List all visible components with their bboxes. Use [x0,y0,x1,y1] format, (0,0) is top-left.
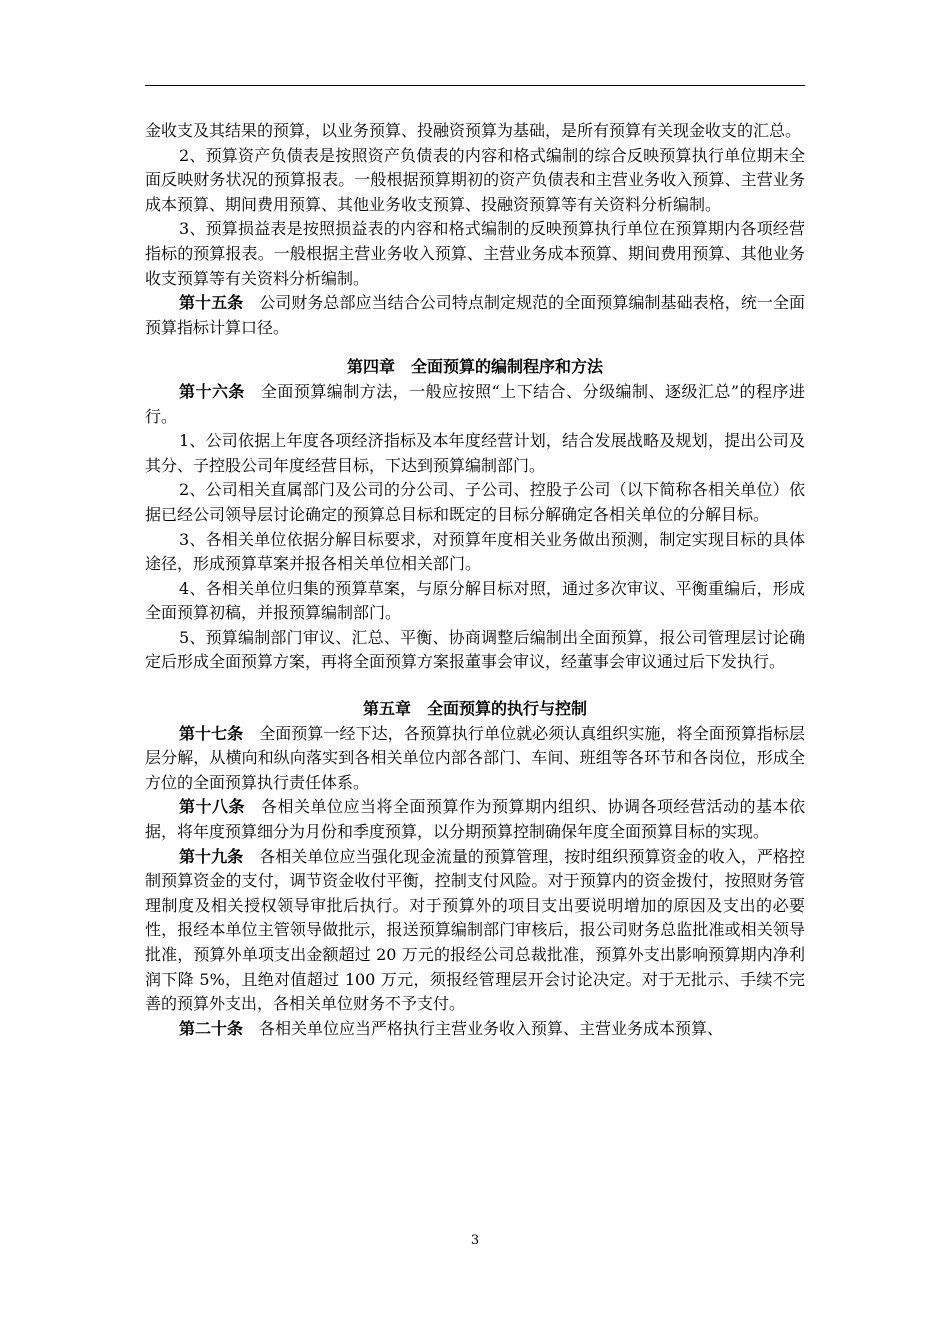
article-18-label: 第十八条 [179,797,245,817]
article-16-label: 第十六条 [179,381,245,401]
chapter-4-title: 全面预算的编制程序和方法 [411,357,604,377]
article-16-item-5: 5、预算编制部门审议、汇总、平衡、协商调整后编制出全面预算，报公司管理层讨论确定后形成全面预算方案，再将全面预算方案报董事会审议，经董事会审议通过后下发执行。 [145,627,805,672]
article-19-label: 第十九条 [179,846,244,866]
article-18 [145,795,805,844]
article-16-item-3: 3、各相关单位依据分解目标要求，对预算年度相关业务做出预测，制定实现目标的具体途径，形成预算草案并报各相关单位相关部门。 [145,529,805,574]
article-17-text: 全面预算一经下达，各预算执行单位就必须认真组织实施，将全面预算指标层层分解，从横向和纵向落实到各相关单位内部各部门、车间、班组等各环节和各岗位，形成全方位的全面预算执行责任体系。 [145,723,805,792]
article-15-text: 公司财务总部应当结合公司特点制定规范的全面预算编制基础表格，统一全面预算指标计算口径。 [145,293,805,337]
chapter-5-heading [145,697,805,722]
header-rule [145,85,805,86]
article-16-item-4: 4、各相关单位归集的预算草案，与原分解目标对照，通过多次审议、平衡重编后，形成全面预算初稿，并报预算编制部门。 [145,578,805,623]
article-19-text: 各相关单位应当强化现金流量的预算管理，按时组织预算资金的收入，严格控制预算资金的支付，调节资金收付平衡，控制支付风险。对于预算内的资金拨付，按照财务管理制度及相关授权领导审批后执行。对于预算外的项目支出要说明增加的原因及支出的必要性，报经本单位主管领导做批示，报送预算编制部门审核后，报公司财务总监批准或相关领导批准，预算外单项支出金额超过 20 万元的报经公司总裁批准，预算外支出影响预算期内净利润下降 5%，且绝对值超过 100 万元，须报经管理层开会讨论决定。对于无批示、手续不完善的预算外支出，各相关单位财务不予支付。 [145,846,805,1014]
article-20 [145,1017,805,1042]
paragraph-balance-sheet: 2、预算资产负债表是按照资产负债表的内容和格式编制的综合反映预算执行单位期末全面反映财务状况的预算报表。一般根据预算期初的资产负债表和主营业务收入预算、主营业务成本预算、期间费用预算、其他业务收支预算、投融资预算等有关资料分析编制。 [145,145,805,214]
chapter-4-heading [145,355,805,380]
article-15-label: 第十五条 [179,293,244,313]
article-19 [145,845,805,1017]
page-number: 3 [470,1233,480,1248]
document-body [145,119,805,1041]
chapter-5-title: 全面预算的执行与控制 [427,699,588,719]
article-16-item-2: 2、公司相关直属部门及公司的分公司、子公司、控股子公司（以下简称各相关单位）依据已经公司领导层讨论确定的预算总目标和既定的目标分解确定各相关单位的分解目标。 [145,480,805,524]
paragraph-income-statement: 3、预算损益表是按照损益表的内容和格式编制的反映预算执行单位在预算期内各项经营指标的预算报表。一般根据主营业务收入预算、主营业务成本预算、期间费用预算、其他业务收支预算等有关资料分析编制。 [145,219,805,288]
article-18-text: 各相关单位应当将全面预算作为预算期内组织、协调各项经营活动的基本依据，将年度预算细分为月份和季度预算，以分期预算控制确保年度全面预算目标的实现。 [145,797,805,842]
article-16-item-1: 1、公司依据上年度各项经济指标及本年度经营计划，结合发展战略及规划，提出公司及其分、子控股公司年度经营目标，下达到预算编制部门。 [145,431,805,475]
chapter-4-number: 第四章 [346,357,395,377]
article-16-text: 全面预算编制方法，一般应按照“上下结合、分级编制、逐级汇总”的程序进行。 [145,381,805,426]
article-17 [145,722,805,796]
paragraph-cash-budget-cont: 金收支及其结果的预算，以业务预算、投融资预算为基础，是所有预算有关现金收支的汇总。 [145,121,802,140]
article-20-label: 第二十条 [179,1018,244,1038]
article-16 [145,380,805,429]
article-17-label: 第十七条 [179,723,244,743]
article-15 [145,291,805,340]
chapter-5-number: 第五章 [362,699,411,719]
article-20-text: 各相关单位应当严格执行主营业务收入预算、主营业务成本预算、 [259,1018,724,1038]
